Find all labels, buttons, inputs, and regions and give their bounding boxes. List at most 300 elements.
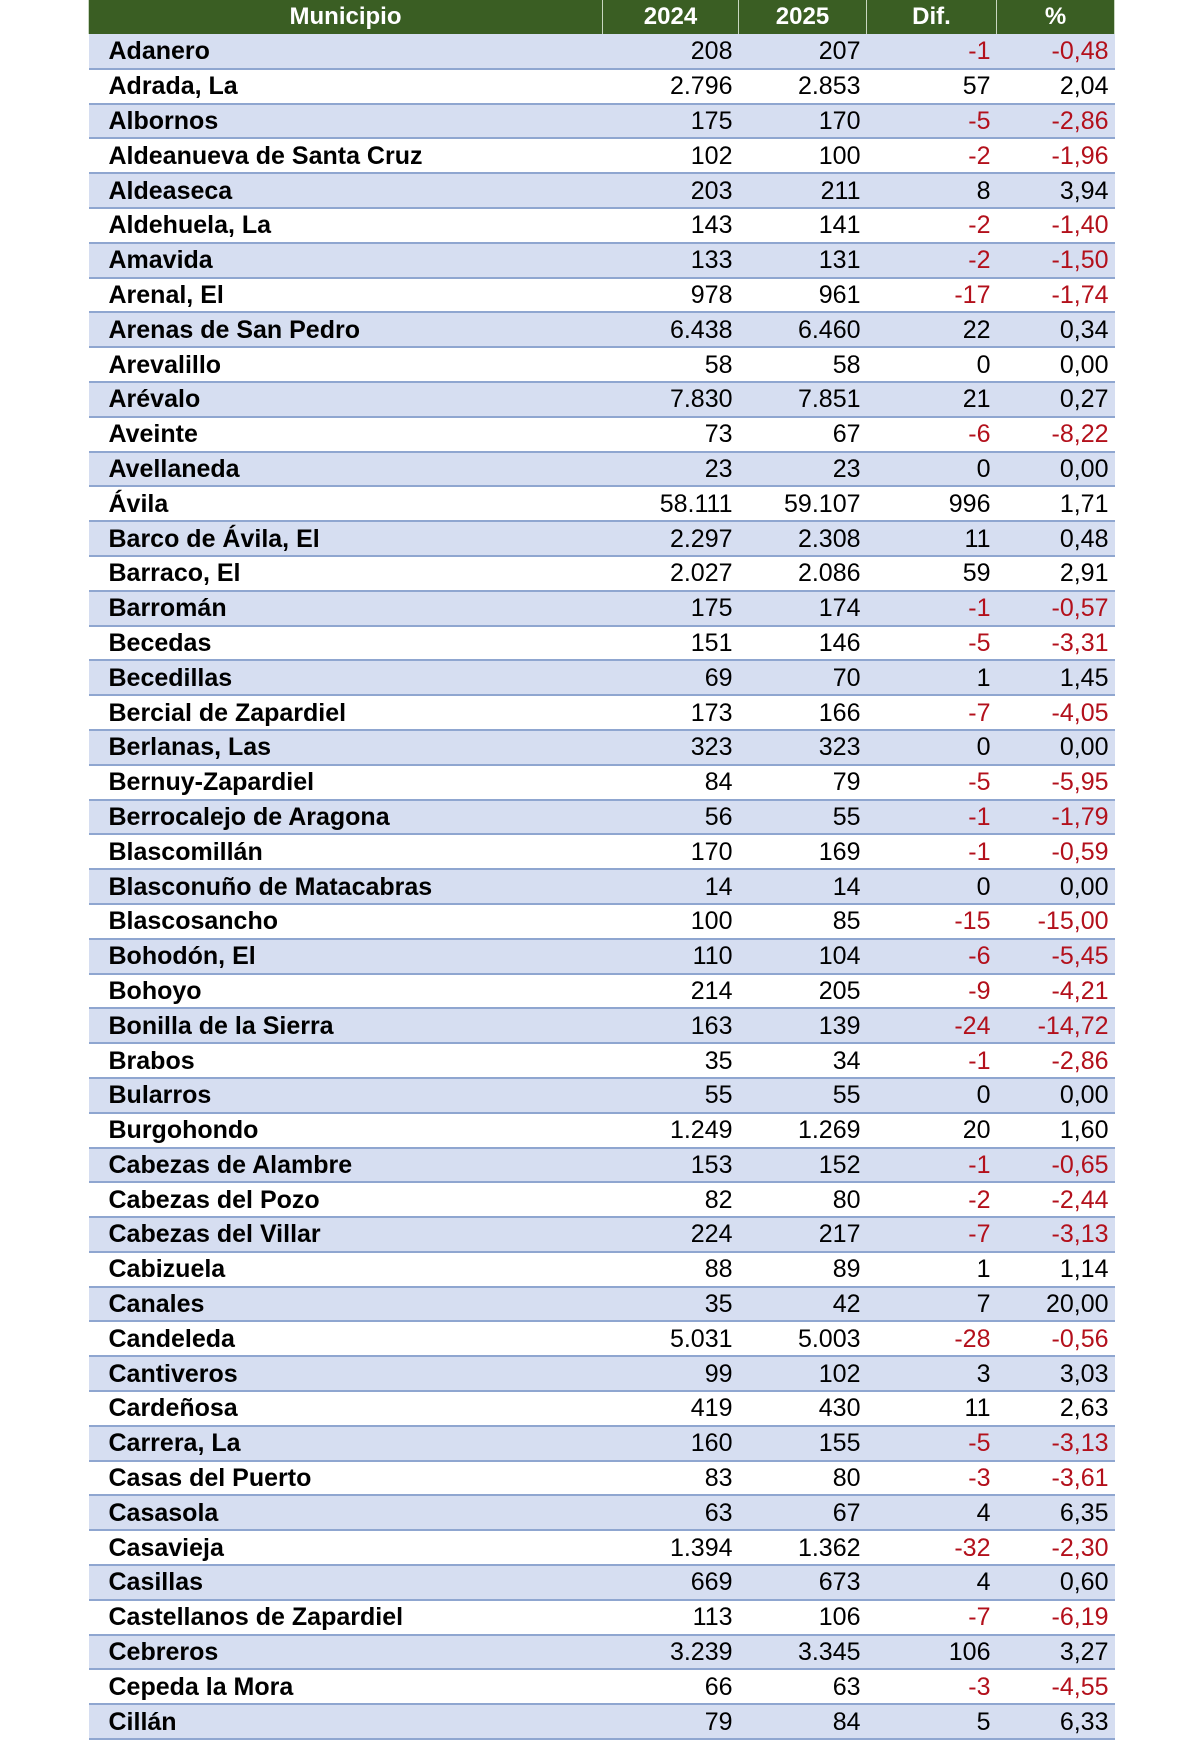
cell-municipio: Cepeda la Mora xyxy=(108,1672,294,1701)
table-row xyxy=(89,1148,1115,1183)
cell-dif: -3 xyxy=(968,1464,991,1493)
cell-municipio: Aldeaseca xyxy=(108,176,233,205)
cell-2024: 323 xyxy=(690,733,733,762)
cell-2025: 59.107 xyxy=(784,489,861,518)
cell-dif: -1 xyxy=(968,802,991,831)
cell-municipio: Blascosancho xyxy=(108,907,279,936)
cell-2024: 56 xyxy=(704,802,733,831)
cell-municipio: Arévalo xyxy=(108,385,201,414)
table-row xyxy=(89,660,1115,695)
cell-percent: 1,14 xyxy=(1059,1255,1109,1284)
cell-2025: 152 xyxy=(818,1150,861,1179)
header-2025: 2025 xyxy=(739,0,867,34)
cell-municipio: Arevalillo xyxy=(108,350,222,379)
cell-percent: 2,04 xyxy=(1059,72,1109,101)
cell-percent: -0,56 xyxy=(1051,1324,1109,1353)
cell-percent: 0,60 xyxy=(1059,1568,1109,1597)
cell-2025: 673 xyxy=(818,1568,861,1597)
population-table-container xyxy=(88,0,1114,1740)
cell-dif: -2 xyxy=(968,141,991,170)
cell-2025: 42 xyxy=(832,1290,861,1319)
cell-municipio: Bernuy-Zapardiel xyxy=(108,768,315,797)
cell-municipio: Ávila xyxy=(108,489,169,518)
cell-dif: -5 xyxy=(968,106,991,135)
table-row xyxy=(89,208,1115,243)
table-row xyxy=(89,556,1115,591)
header-percent: % xyxy=(997,0,1115,34)
cell-dif: 22 xyxy=(962,315,991,344)
cell-2024: 83 xyxy=(704,1464,733,1493)
cell-municipio: Aldeanueva de Santa Cruz xyxy=(108,141,423,170)
cell-2025: 67 xyxy=(832,420,861,449)
cell-municipio: Aldehuela, La xyxy=(108,211,272,240)
cell-municipio: Avellaneda xyxy=(108,454,240,483)
cell-2025: 170 xyxy=(818,106,861,135)
cell-municipio: Cabizuela xyxy=(108,1255,226,1284)
table-row xyxy=(89,1321,1115,1356)
table-row xyxy=(89,104,1115,139)
cell-2024: 14 xyxy=(704,872,733,901)
cell-2025: 141 xyxy=(818,211,861,240)
cell-2024: 113 xyxy=(692,1603,733,1632)
table-row xyxy=(89,1495,1115,1530)
table-row xyxy=(89,1182,1115,1217)
cell-percent: -3,31 xyxy=(1051,628,1109,657)
header-row xyxy=(89,0,1115,34)
cell-2025: 131 xyxy=(818,246,861,275)
cell-percent: 3,27 xyxy=(1059,1638,1109,1667)
cell-percent: 0,00 xyxy=(1059,350,1109,379)
cell-2024: 151 xyxy=(690,628,733,657)
cell-2024: 143 xyxy=(690,211,733,240)
cell-2025: 1.269 xyxy=(797,1116,861,1145)
cell-dif: -3 xyxy=(968,1672,991,1701)
cell-2024: 73 xyxy=(704,420,733,449)
table-row xyxy=(89,626,1115,661)
table-row xyxy=(89,138,1115,173)
cell-percent: -3,61 xyxy=(1051,1464,1109,1493)
cell-dif: 0 xyxy=(976,872,991,901)
cell-dif: -2 xyxy=(968,1185,991,1214)
cell-2025: 106 xyxy=(818,1603,861,1632)
cell-municipio: Cabezas de Alambre xyxy=(108,1150,353,1179)
cell-dif: 1 xyxy=(976,1255,991,1284)
cell-percent: -2,30 xyxy=(1051,1533,1109,1562)
cell-dif: 1 xyxy=(976,663,991,692)
cell-municipio: Becedas xyxy=(108,628,212,657)
cell-2025: 14 xyxy=(832,872,861,901)
cell-municipio: Barraco, El xyxy=(108,559,241,588)
table-row xyxy=(89,904,1115,939)
cell-2024: 69 xyxy=(704,663,733,692)
cell-municipio: Casas del Puerto xyxy=(108,1464,312,1493)
cell-2024: 82 xyxy=(704,1185,733,1214)
header-2024: 2024 xyxy=(603,0,739,34)
cell-2025: 70 xyxy=(832,663,861,692)
cell-2025: 146 xyxy=(818,628,861,657)
cell-2024: 133 xyxy=(690,246,733,275)
table-row xyxy=(89,1078,1115,1113)
cell-dif: -7 xyxy=(968,698,991,727)
cell-dif: -15 xyxy=(954,907,991,936)
cell-2025: 205 xyxy=(818,976,861,1005)
cell-municipio: Berlanas, Las xyxy=(108,733,272,762)
table-row xyxy=(89,1461,1115,1496)
table-row xyxy=(89,591,1115,626)
cell-dif: 21 xyxy=(962,385,991,414)
cell-percent: -4,21 xyxy=(1051,976,1109,1005)
cell-municipio: Blasconuño de Matacabras xyxy=(108,872,433,901)
cell-municipio: Amavida xyxy=(108,246,213,275)
cell-municipio: Becedillas xyxy=(108,663,233,692)
cell-2025: 155 xyxy=(818,1429,861,1458)
cell-2024: 978 xyxy=(690,280,733,309)
cell-percent: -0,48 xyxy=(1051,36,1109,65)
cell-municipio: Cillán xyxy=(108,1707,177,1736)
table-row xyxy=(89,1391,1115,1426)
cell-2024: 175 xyxy=(690,106,733,135)
cell-dif: -2 xyxy=(968,246,991,275)
cell-dif: 0 xyxy=(976,454,991,483)
table-row xyxy=(89,1043,1115,1078)
cell-percent: 2,91 xyxy=(1059,559,1109,588)
cell-2025: 63 xyxy=(832,1672,861,1701)
cell-municipio: Brabos xyxy=(108,1046,195,1075)
table-row xyxy=(89,1565,1115,1600)
cell-2024: 208 xyxy=(690,36,733,65)
cell-dif: 3 xyxy=(976,1359,991,1388)
cell-dif: 0 xyxy=(976,733,991,762)
cell-2024: 3.239 xyxy=(669,1638,733,1667)
table-row xyxy=(89,1252,1115,1287)
cell-municipio: Castellanos de Zapardiel xyxy=(108,1603,404,1632)
cell-percent: -6,19 xyxy=(1051,1603,1109,1632)
table-row xyxy=(89,695,1115,730)
cell-municipio: Cebreros xyxy=(108,1638,219,1667)
cell-percent: 0,00 xyxy=(1059,733,1109,762)
cell-2025: 80 xyxy=(832,1185,861,1214)
cell-percent: -1,96 xyxy=(1051,141,1109,170)
cell-dif: -6 xyxy=(968,420,991,449)
cell-dif: 0 xyxy=(976,1081,991,1110)
cell-dif: 996 xyxy=(948,489,991,518)
cell-municipio: Canales xyxy=(108,1290,205,1319)
cell-2025: 430 xyxy=(818,1394,861,1423)
cell-dif: -7 xyxy=(968,1220,991,1249)
table-row xyxy=(89,452,1115,487)
table-row xyxy=(89,278,1115,313)
cell-percent: -0,65 xyxy=(1051,1150,1109,1179)
cell-2024: 84 xyxy=(704,768,733,797)
cell-dif: 59 xyxy=(962,559,991,588)
cell-2025: 217 xyxy=(818,1220,861,1249)
cell-dif: 106 xyxy=(948,1638,991,1667)
cell-2025: 2.853 xyxy=(797,72,861,101)
cell-percent: 6,35 xyxy=(1059,1498,1109,1527)
cell-percent: 0,48 xyxy=(1059,524,1109,553)
cell-percent: 0,00 xyxy=(1059,1081,1109,1110)
cell-municipio: Berrocalejo de Aragona xyxy=(108,802,390,831)
table-row xyxy=(89,1008,1115,1043)
cell-2024: 58 xyxy=(704,350,733,379)
table-row xyxy=(89,1635,1115,1670)
cell-percent: 3,94 xyxy=(1059,176,1109,205)
table-row xyxy=(89,1704,1115,1739)
cell-percent: -1,74 xyxy=(1051,280,1109,309)
cell-2025: 89 xyxy=(832,1255,861,1284)
cell-2024: 5.031 xyxy=(669,1324,733,1353)
cell-percent: 6,33 xyxy=(1059,1707,1109,1736)
cell-2024: 163 xyxy=(690,1011,733,1040)
cell-dif: -28 xyxy=(954,1324,991,1353)
cell-municipio: Casasola xyxy=(108,1498,219,1527)
cell-2024: 58.111 xyxy=(659,489,733,518)
cell-2024: 63 xyxy=(704,1498,733,1527)
cell-municipio: Bularros xyxy=(108,1081,212,1110)
table-row xyxy=(89,382,1115,417)
table-row xyxy=(89,974,1115,1009)
table-row xyxy=(89,1669,1115,1704)
cell-municipio: Bercial de Zapardiel xyxy=(108,698,347,727)
table-row xyxy=(89,1426,1115,1461)
cell-percent: -1,79 xyxy=(1051,802,1109,831)
cell-dif: 57 xyxy=(962,72,991,101)
cell-2024: 110 xyxy=(692,942,733,971)
cell-2025: 211 xyxy=(820,176,861,205)
cell-dif: -1 xyxy=(968,36,991,65)
cell-percent: -14,72 xyxy=(1037,1011,1109,1040)
cell-2025: 207 xyxy=(818,36,861,65)
table-row xyxy=(89,69,1115,104)
cell-dif: -7 xyxy=(968,1603,991,1632)
cell-percent: -15,00 xyxy=(1037,907,1109,936)
cell-2024: 23 xyxy=(704,454,733,483)
header-municipio: Municipio xyxy=(89,0,603,34)
cell-2024: 6.438 xyxy=(669,315,733,344)
cell-2024: 7.830 xyxy=(669,385,733,414)
cell-2024: 35 xyxy=(704,1290,733,1319)
cell-dif: -1 xyxy=(968,1150,991,1179)
header-dif: Dif. xyxy=(867,0,997,34)
cell-municipio: Adrada, La xyxy=(108,72,238,101)
cell-2025: 80 xyxy=(832,1464,861,1493)
cell-2024: 99 xyxy=(704,1359,733,1388)
cell-2024: 1.394 xyxy=(669,1533,733,1562)
cell-percent: -3,13 xyxy=(1051,1220,1109,1249)
cell-percent: -5,45 xyxy=(1051,942,1109,971)
cell-dif: 4 xyxy=(976,1568,991,1597)
cell-dif: -32 xyxy=(954,1533,991,1562)
cell-dif: -1 xyxy=(968,594,991,623)
cell-percent: -1,40 xyxy=(1051,211,1109,240)
cell-percent: -5,95 xyxy=(1051,768,1109,797)
table-row xyxy=(89,765,1115,800)
table-row xyxy=(89,486,1115,521)
cell-municipio: Cantiveros xyxy=(108,1359,238,1388)
cell-2025: 84 xyxy=(832,1707,861,1736)
table-row xyxy=(89,730,1115,765)
table-row xyxy=(89,347,1115,382)
cell-municipio: Casillas xyxy=(108,1568,204,1597)
cell-2024: 1.249 xyxy=(669,1116,733,1145)
cell-2025: 55 xyxy=(832,802,861,831)
cell-municipio: Barromán xyxy=(108,594,227,623)
cell-2024: 153 xyxy=(690,1150,733,1179)
cell-dif: 8 xyxy=(976,176,991,205)
cell-percent: -1,50 xyxy=(1051,246,1109,275)
cell-2025: 323 xyxy=(818,733,861,762)
cell-percent: 3,03 xyxy=(1059,1359,1109,1388)
cell-2025: 67 xyxy=(832,1498,861,1527)
cell-2024: 100 xyxy=(690,907,733,936)
cell-percent: -0,57 xyxy=(1051,594,1109,623)
table-row xyxy=(89,1113,1115,1148)
cell-2024: 35 xyxy=(704,1046,733,1075)
cell-dif: 0 xyxy=(976,350,991,379)
cell-dif: -17 xyxy=(954,280,991,309)
cell-2025: 34 xyxy=(832,1046,861,1075)
cell-2025: 2.308 xyxy=(797,524,861,553)
table-row xyxy=(89,1356,1115,1391)
cell-dif: 11 xyxy=(964,1394,991,1423)
cell-municipio: Adanero xyxy=(108,36,210,65)
table-row xyxy=(89,800,1115,835)
cell-2025: 55 xyxy=(832,1081,861,1110)
table-row xyxy=(89,1600,1115,1635)
cell-municipio: Bonilla de la Sierra xyxy=(108,1011,334,1040)
table-row xyxy=(89,1217,1115,1252)
cell-dif: -1 xyxy=(968,837,991,866)
cell-percent: 2,63 xyxy=(1059,1394,1109,1423)
cell-municipio: Carrera, La xyxy=(108,1429,241,1458)
cell-dif: -6 xyxy=(968,942,991,971)
table-row xyxy=(89,1530,1115,1565)
cell-2025: 23 xyxy=(832,454,861,483)
cell-2024: 2.297 xyxy=(669,524,733,553)
cell-2024: 160 xyxy=(690,1429,733,1458)
table-row xyxy=(89,417,1115,452)
cell-municipio: Cabezas del Villar xyxy=(108,1220,321,1249)
table-row xyxy=(89,312,1115,347)
cell-municipio: Burgohondo xyxy=(108,1116,259,1145)
cell-2025: 961 xyxy=(818,280,861,309)
cell-2025: 166 xyxy=(818,698,861,727)
cell-2024: 2.027 xyxy=(669,559,733,588)
cell-2025: 139 xyxy=(818,1011,861,1040)
cell-2024: 419 xyxy=(690,1394,733,1423)
cell-municipio: Albornos xyxy=(108,106,219,135)
cell-2025: 169 xyxy=(818,837,861,866)
cell-2025: 7.851 xyxy=(797,385,861,414)
table-row xyxy=(89,243,1115,278)
cell-dif: -5 xyxy=(968,1429,991,1458)
cell-municipio: Cardeñosa xyxy=(108,1394,238,1423)
cell-municipio: Arenal, El xyxy=(108,280,224,309)
cell-2024: 203 xyxy=(690,176,733,205)
cell-dif: 11 xyxy=(964,524,991,553)
cell-percent: 1,71 xyxy=(1059,489,1109,518)
cell-2025: 174 xyxy=(818,594,861,623)
cell-2025: 1.362 xyxy=(797,1533,861,1562)
cell-2024: 173 xyxy=(690,698,733,727)
cell-2025: 2.086 xyxy=(797,559,861,588)
cell-2024: 79 xyxy=(704,1707,733,1736)
cell-dif: 20 xyxy=(962,1116,991,1145)
cell-2024: 214 xyxy=(690,976,733,1005)
cell-municipio: Aveinte xyxy=(108,420,198,449)
cell-municipio: Blascomillán xyxy=(108,837,263,866)
cell-municipio: Casavieja xyxy=(108,1533,224,1562)
table-row xyxy=(89,834,1115,869)
cell-percent: -4,05 xyxy=(1051,698,1109,727)
cell-municipio: Arenas de San Pedro xyxy=(108,315,360,344)
table-row xyxy=(89,869,1115,904)
cell-percent: 20,00 xyxy=(1045,1290,1109,1319)
table-row xyxy=(89,173,1115,208)
table-row xyxy=(89,521,1115,556)
cell-2025: 102 xyxy=(818,1359,861,1388)
cell-dif: -1 xyxy=(968,1046,991,1075)
cell-percent: 0,27 xyxy=(1059,385,1109,414)
cell-municipio: Barco de Ávila, El xyxy=(108,524,320,553)
cell-2025: 5.003 xyxy=(797,1324,861,1353)
cell-dif: 5 xyxy=(976,1707,991,1736)
cell-percent: -2,86 xyxy=(1051,1046,1109,1075)
cell-2024: 66 xyxy=(704,1672,733,1701)
cell-percent: 1,60 xyxy=(1059,1116,1109,1145)
cell-2024: 669 xyxy=(690,1568,733,1597)
cell-2025: 100 xyxy=(818,141,861,170)
cell-2024: 55 xyxy=(704,1081,733,1110)
table-row xyxy=(89,34,1115,69)
cell-percent: 0,00 xyxy=(1059,872,1109,901)
cell-2025: 6.460 xyxy=(797,315,861,344)
cell-dif: -5 xyxy=(968,768,991,797)
cell-percent: 0,00 xyxy=(1059,454,1109,483)
cell-percent: -0,59 xyxy=(1051,837,1109,866)
cell-dif: -24 xyxy=(954,1011,991,1040)
population-table xyxy=(88,0,1115,1740)
cell-2025: 3.345 xyxy=(797,1638,861,1667)
cell-2025: 79 xyxy=(832,768,861,797)
table-row xyxy=(89,939,1115,974)
cell-dif: -9 xyxy=(968,976,991,1005)
table-row xyxy=(89,1287,1115,1322)
cell-municipio: Cabezas del Pozo xyxy=(108,1185,320,1214)
cell-2024: 224 xyxy=(690,1220,733,1249)
cell-percent: 0,34 xyxy=(1059,315,1109,344)
table-body xyxy=(89,34,1115,1739)
cell-2025: 85 xyxy=(832,907,861,936)
cell-2024: 102 xyxy=(690,141,733,170)
cell-percent: -8,22 xyxy=(1051,420,1109,449)
cell-municipio: Candeleda xyxy=(108,1324,235,1353)
cell-municipio: Bohoyo xyxy=(108,976,202,1005)
cell-2025: 58 xyxy=(832,350,861,379)
cell-percent: -2,86 xyxy=(1051,106,1109,135)
table-header xyxy=(89,0,1115,34)
cell-2025: 104 xyxy=(818,942,861,971)
cell-percent: -3,13 xyxy=(1051,1429,1109,1458)
cell-2024: 175 xyxy=(690,594,733,623)
cell-2024: 88 xyxy=(704,1255,733,1284)
cell-2024: 2.796 xyxy=(669,72,733,101)
cell-percent: -2,44 xyxy=(1051,1185,1109,1214)
cell-dif: -2 xyxy=(968,211,991,240)
cell-dif: 4 xyxy=(976,1498,991,1527)
cell-percent: -4,55 xyxy=(1051,1672,1109,1701)
cell-2024: 170 xyxy=(690,837,733,866)
